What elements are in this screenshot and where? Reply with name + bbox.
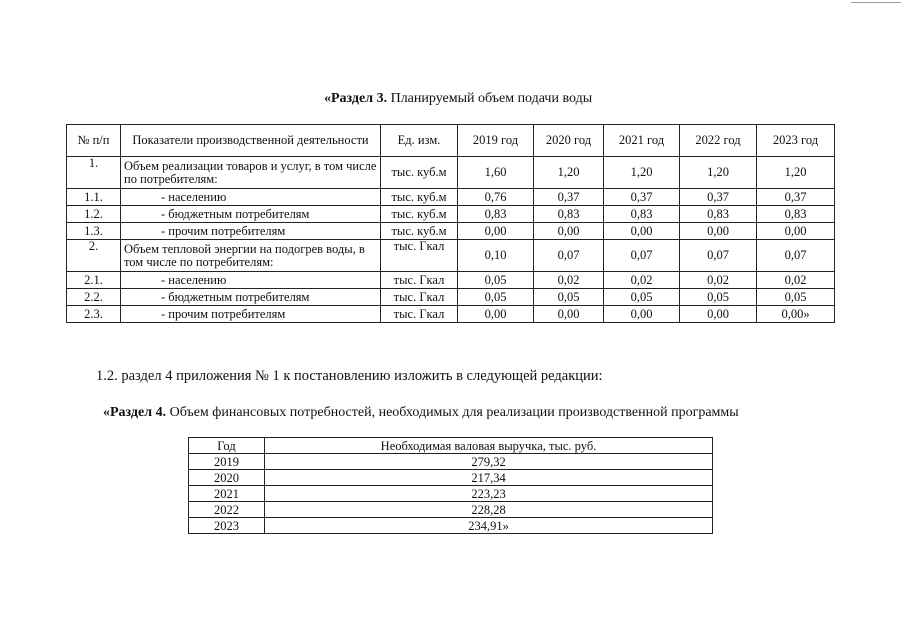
row-year: 2022	[189, 502, 265, 518]
col-header-year: Год	[189, 438, 265, 454]
row-unit: тыс. Гкал	[381, 306, 458, 323]
table-header-row	[189, 438, 713, 454]
table-row	[67, 289, 835, 306]
section-3-title: Планируемый объем подачи воды	[387, 91, 593, 106]
row-value-2020: 0,37	[534, 189, 604, 206]
section-3-heading	[324, 91, 592, 107]
table-header-row	[67, 125, 835, 157]
row-number: 2.2.	[67, 289, 121, 306]
row-value-2020: 0,07	[534, 240, 604, 272]
table-row	[67, 306, 835, 323]
row-value-2022: 0,83	[680, 206, 757, 223]
table-row	[67, 157, 835, 189]
row-indicator: - бюджетным потребителям	[121, 289, 381, 306]
row-value-2022: 0,00	[680, 223, 757, 240]
row-number: 2.	[67, 240, 121, 272]
row-value-2021: 0,00	[604, 223, 680, 240]
section-4-heading	[103, 405, 739, 421]
row-value-2020: 0,00	[534, 306, 604, 323]
row-value-2019: 0,10	[458, 240, 534, 272]
row-year: 2021	[189, 486, 265, 502]
row-value-2022: 0,02	[680, 272, 757, 289]
row-value-2021: 0,02	[604, 272, 680, 289]
table-row	[67, 223, 835, 240]
row-revenue: 234,91»	[265, 518, 713, 534]
row-unit: тыс. куб.м	[381, 206, 458, 223]
row-value-2023: 1,20	[757, 157, 835, 189]
row-revenue: 223,23	[265, 486, 713, 502]
table-row	[67, 272, 835, 289]
row-value-2022: 0,05	[680, 289, 757, 306]
row-indicator: Объем тепловой энергии на подогрев воды, в том числе по потребителям:	[121, 240, 381, 272]
row-unit: тыс. куб.м	[381, 157, 458, 189]
row-value-2021: 0,83	[604, 206, 680, 223]
row-value-2022: 0,07	[680, 240, 757, 272]
table-row	[189, 454, 713, 470]
row-year: 2023	[189, 518, 265, 534]
row-number: 2.3.	[67, 306, 121, 323]
section-4-title: Объем финансовых потребностей, необходимых для реализации производственной программы	[166, 405, 739, 420]
row-unit: тыс. Гкал	[381, 240, 458, 272]
scan-edge-line	[851, 2, 901, 3]
col-header-2019: 2019 год	[458, 125, 534, 157]
row-value-2023: 0,00»	[757, 306, 835, 323]
col-header-2020: 2020 год	[534, 125, 604, 157]
row-revenue: 228,28	[265, 502, 713, 518]
row-unit: тыс. Гкал	[381, 272, 458, 289]
row-unit: тыс. Гкал	[381, 289, 458, 306]
row-value-2020: 0,83	[534, 206, 604, 223]
row-number: 1.3.	[67, 223, 121, 240]
row-value-2019: 0,05	[458, 272, 534, 289]
row-value-2019: 0,76	[458, 189, 534, 206]
row-indicator: - прочим потребителям	[121, 223, 381, 240]
row-indicator: - прочим потребителям	[121, 306, 381, 323]
row-number: 1.1.	[67, 189, 121, 206]
table-row	[67, 189, 835, 206]
row-value-2019: 0,83	[458, 206, 534, 223]
row-value-2022: 0,00	[680, 306, 757, 323]
col-header-indicator: Показатели производственной деятельности	[121, 125, 381, 157]
row-value-2023: 0,07	[757, 240, 835, 272]
row-year: 2019	[189, 454, 265, 470]
row-value-2023: 0,02	[757, 272, 835, 289]
row-value-2021: 0,00	[604, 306, 680, 323]
section-4-label: «Раздел 4.	[103, 405, 167, 420]
row-value-2019: 1,60	[458, 157, 534, 189]
water-supply-table	[66, 124, 835, 323]
table-row	[189, 470, 713, 486]
row-number: 1.2.	[67, 206, 121, 223]
row-indicator: - населению	[121, 189, 381, 206]
row-revenue: 217,34	[265, 470, 713, 486]
row-value-2022: 1,20	[680, 157, 757, 189]
table-row	[189, 486, 713, 502]
row-indicator: - населению	[121, 272, 381, 289]
row-value-2019: 0,00	[458, 223, 534, 240]
table-row	[189, 518, 713, 534]
row-value-2023: 0,05	[757, 289, 835, 306]
table-row	[189, 502, 713, 518]
row-value-2023: 0,83	[757, 206, 835, 223]
row-unit: тыс. куб.м	[381, 223, 458, 240]
financial-needs-table	[188, 437, 713, 534]
col-header-2022: 2022 год	[680, 125, 757, 157]
row-value-2021: 0,37	[604, 189, 680, 206]
row-revenue: 279,32	[265, 454, 713, 470]
amendment-paragraph: 1.2. раздел 4 приложения № 1 к постановлению изложить в следующей редакции:	[96, 368, 603, 384]
section-3-label: «Раздел 3.	[324, 91, 388, 106]
row-year: 2020	[189, 470, 265, 486]
row-value-2023: 0,37	[757, 189, 835, 206]
col-header-revenue: Необходимая валовая выручка, тыс. руб.	[265, 438, 713, 454]
row-value-2022: 0,37	[680, 189, 757, 206]
row-value-2020: 0,02	[534, 272, 604, 289]
row-value-2019: 0,05	[458, 289, 534, 306]
row-value-2021: 1,20	[604, 157, 680, 189]
col-header-number: № п/п	[67, 125, 121, 157]
table-row	[67, 206, 835, 223]
row-indicator: - бюджетным потребителям	[121, 206, 381, 223]
table-row	[67, 240, 835, 272]
row-value-2019: 0,00	[458, 306, 534, 323]
col-header-unit: Ед. изм.	[381, 125, 458, 157]
col-header-2023: 2023 год	[757, 125, 835, 157]
row-value-2021: 0,07	[604, 240, 680, 272]
row-value-2023: 0,00	[757, 223, 835, 240]
col-header-2021: 2021 год	[604, 125, 680, 157]
row-value-2020: 0,05	[534, 289, 604, 306]
row-unit: тыс. куб.м	[381, 189, 458, 206]
row-value-2020: 1,20	[534, 157, 604, 189]
row-number: 1.	[67, 157, 121, 189]
row-number: 2.1.	[67, 272, 121, 289]
row-value-2020: 0,00	[534, 223, 604, 240]
row-value-2021: 0,05	[604, 289, 680, 306]
row-indicator: Объем реализации товаров и услуг, в том числе по потребителям:	[121, 157, 381, 189]
